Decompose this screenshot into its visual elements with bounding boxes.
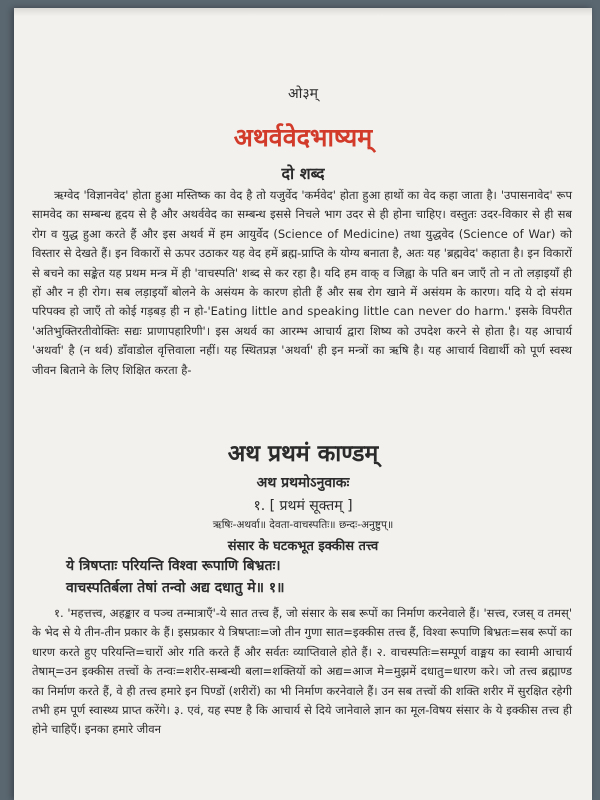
commentary-paragraph: १. 'महत्तत्त्व, अहङ्कार व पञ्च तन्मात्राएँ'-ये सात तत्त्व हैं, जो संसार के सब रूपों का निर्माण करनेवाले हैं। 'सत्त्व, रजस् व तमस्' के भेद से ये तीन-तीन प्रकार के हैं। इसप्रकार ये त्रिषप्ताः=जो तीन गुणा सात=इक्कीस तत्त्व हैं, विश्वा रूपाणि बिभ्रतः=सब रूपों का धारण करते हुए परियन्ति=चारों ओर गति करते हैं और सर्वतः व्याप्तिवाले होते हैं। २. वाचस्पतिः=सम्पूर्ण वाङ्मय का स्वामी आचार्य तेषाम्=उन इक्कीस तत्त्वों के तन्वः=शरीर-सम्बन्धी बला=शक्तियों को अद्य=आज मे=मुझमें दधातु=धारण करे। जो तत्त्व ब्रह्माण्ड का निर्माण करते हैं, वे ही तत्त्व हमारे इन पिण्डों (शरीरों) का भी निर्माण करनेवाले हैं। उन सब तत्त्वों की शक्ति शरीर में सुरक्षित रहेगी तभी हम पूर्ण स्वास्थ्य प्राप्त करेंगे। ३. एवं, यह स्पष्ट है कि आचार्य से दिये जानेवाले ज्ञान का मूल-विषय संसार के ये इक्कीस तत्त्व ही होने चाहिएँ। इनका हमारे जीवन bbox=[32, 606, 572, 737]
rishi-devata-chhanda-line: ऋषिः-अथर्वा॥ देवता-वाचस्पतिः॥ छन्दः-अनुष्टुप्॥ bbox=[212, 519, 394, 531]
preface-heading: दो शब्द bbox=[281, 164, 325, 183]
mantra-topic: संसार के घटकभूत इक्कीस तत्त्व bbox=[227, 539, 379, 554]
preface-paragraph: ऋग्वेद 'विज्ञानवेद' होता हुआ मस्तिष्क का वेद है तो यजुर्वेद 'कर्मवेद' होता हुआ हाथों का वेद कहा जाता है। 'उपासनावेद' रूप सामवेद का सम्बन्ध हृदय से है और अथर्ववेद का सम्बन्ध इससे निचले भाग उदर से ही होना चाहिए। वस्तुतः उदर-विकार से ही सब रोग व युद्ध हुआ करते हैं और इस अथर्व में हम आयुर्वेद (Science of Medicine) तथा युद्धवेद (Science of War) को विस्तार से देखते हैं। इन विकारों से ऊपर उठाकर यह वेद हमें ब्रह्म-प्राप्ति के योग्य बनाता है, अतः यह 'ब्रह्मवेद' कहाता है। इन विकारों से बचने का सङ्केत यह प्रथम मन्त्र में ही 'वाचस्पति' शब्द से कर रहा है। यदि हम वाक् व जिह्वा के पति बन जाएँ तो न तो लड़ाइयाँ ही हों और न ही रोग। सब लड़ाइयाँ बोलने के असंयम के कारण होती हैं और सब रोग खाने में असंयम के कारण। यदि ये दो संयम परिपक्व हो जाएँ तो कोई गड़बड़ ही न हो-'Eating little and speaking little can never do harm.' इसके विपरीत 'अतिभुक्तिरतीवोक्तिः सद्यः प्राणापहारिणी'। इस अथर्व का आरम्भ आचार्य द्वारा शिष्य को उपदेश करने से होता है। यह आचार्य 'अथर्वा' है (न थर्व) डाँवाडोल वृत्तिवाला नहीं। यह स्थितप्रज्ञ 'अथर्वा' ही इन मन्त्रों का ऋषि है। यह आचार्य विद्यार्थी को पूर्ण स्वस्थ जीवन बिताने के लिए शिक्षित करता है- bbox=[32, 188, 572, 377]
mantra-line-1: ये त्रिषप्ताः परियन्ति विश्वा रूपाणि बिभ्रतः। bbox=[66, 558, 281, 574]
sukta-heading: १. [ प्रथमं सूक्तम् ] bbox=[253, 498, 353, 514]
book-title: अथर्ववेदभाष्यम् bbox=[233, 123, 373, 152]
anuvaka-heading: अथ प्रथमोऽनुवाकः bbox=[256, 475, 350, 491]
om-heading: ओ३म् bbox=[288, 86, 318, 102]
mantra-line-2: वाचस्पतिर्बला तेषां तन्वो अद्य दधातु मे॥ १॥ bbox=[66, 580, 285, 596]
kandam-heading: अथ प्रथमं काण्डम् bbox=[227, 441, 379, 467]
book-page bbox=[14, 8, 592, 800]
page-top-edge bbox=[14, 8, 592, 16]
